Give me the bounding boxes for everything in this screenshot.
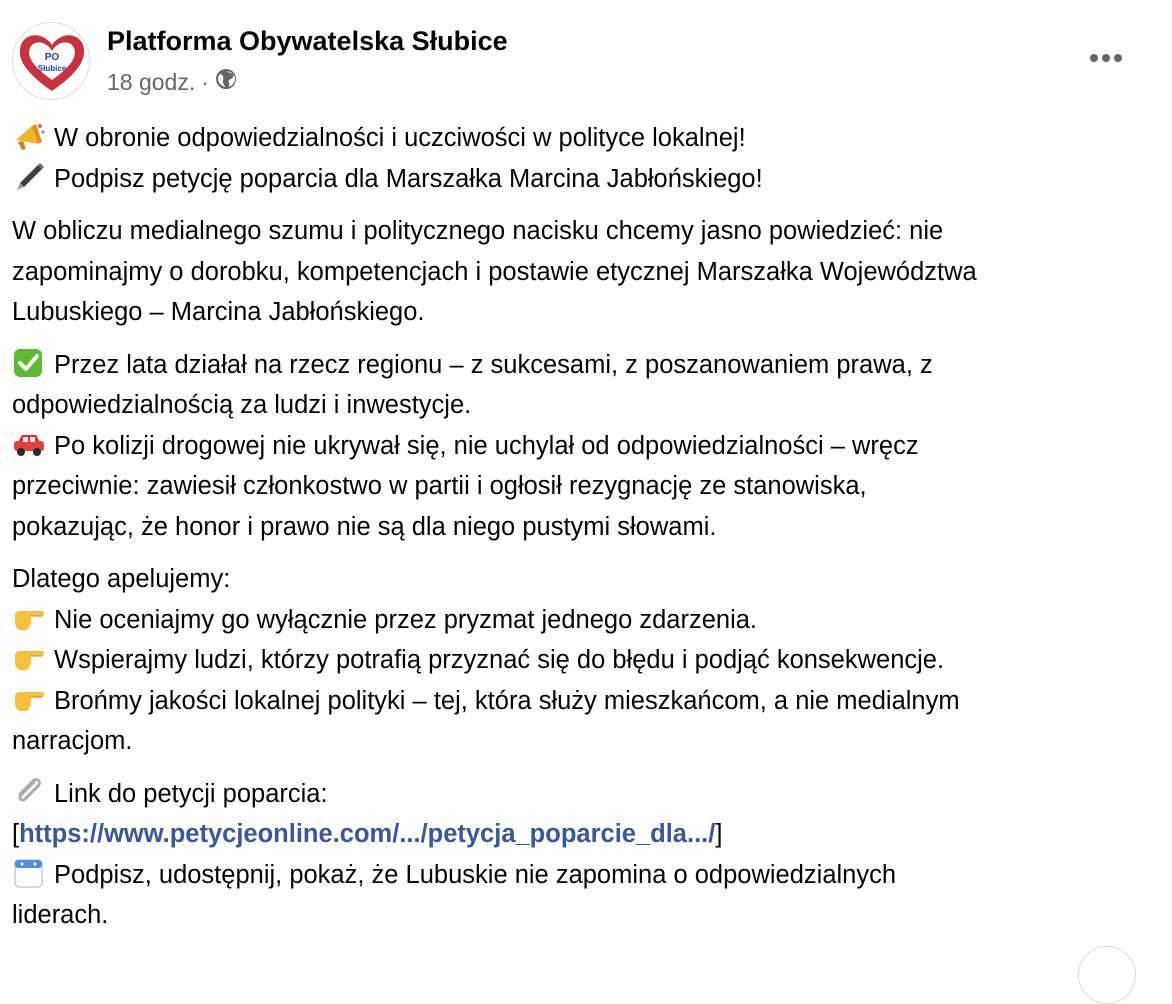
appeal-paragraph: [12, 559, 1162, 762]
avatar-text-bottom: Słubice: [37, 64, 67, 73]
main-paragraph: [12, 211, 1162, 333]
pointing-hand-icon: [12, 602, 46, 634]
pointing-hand-icon: [12, 642, 46, 674]
bottom-avatar-partial[interactable]: [1078, 946, 1136, 1004]
appeal-item: [12, 600, 1162, 641]
check-line-1: Przez lata działał na rzecz regionu – z sukcesami, z poszanowaniem prawa, z: [54, 350, 933, 379]
paragraph-line: zapominajmy o dorobku, kompetencjach i postawie etycznej Marszałka Województwa: [12, 257, 977, 286]
link-url-line: [12, 814, 1162, 855]
avatar-text-top: PO: [44, 52, 60, 63]
post-body: [12, 118, 1162, 948]
petition-link[interactable]: https://www.petycjeonline.com/.../petycja_poparcie_dla.../: [19, 820, 716, 848]
post-timestamp[interactable]: 18 godz.: [107, 68, 196, 95]
intro-paragraph: [12, 118, 1162, 199]
more-options-icon: [1088, 53, 1124, 63]
appeal-item-2: Wspierajmy ludzi, którzy potrafią przyznać się do błędu i podjąć konsekwencje.: [54, 646, 945, 674]
page-name-link[interactable]: Platforma Obywatelska Słubice: [107, 26, 508, 56]
post-header: [0, 0, 1172, 110]
cta-line-2: liderach.: [12, 901, 109, 929]
check-line-2: odpowiedzialnością za ludzi i inwestycje.: [12, 391, 472, 419]
pointing-hand-icon: [12, 683, 46, 715]
calendar-icon: [12, 857, 46, 889]
point-line: [12, 426, 1162, 467]
pen-icon: [12, 161, 46, 193]
megaphone-icon: [12, 120, 46, 152]
car-icon: [12, 428, 46, 460]
appeal-item-3-cont: narracjom.: [12, 727, 133, 755]
point-line: [12, 345, 1162, 386]
appeal-item: [12, 681, 1162, 722]
link-label: Link do petycji poparcia:: [54, 779, 328, 808]
paragraph-line: W obliczu medialnego szumu i politycznego nacisku chcemy jasno powiedzieć: nie: [12, 217, 944, 245]
link-paragraph: [12, 774, 1162, 936]
meta-separator: ·: [201, 68, 209, 95]
car-line-1: Po kolizji drogowej nie ukrywał się, nie uchylał od odpowiedzialności – wręcz: [54, 431, 919, 460]
bracket-open: [: [12, 820, 20, 848]
more-options-button[interactable]: [1086, 40, 1126, 76]
intro-line: [12, 118, 1162, 159]
page-avatar[interactable]: [12, 22, 90, 100]
link-label-line: [12, 774, 1162, 815]
check-mark-icon: [12, 347, 46, 379]
cta-line: [12, 855, 1162, 896]
points-paragraph: [12, 345, 1162, 548]
intro-line: [12, 159, 1162, 200]
car-line-3: pokazując, że honor i prawo nie są dla niego pustymi słowami.: [12, 512, 717, 541]
paragraph-line: Lubuskiego – Marcina Jabłońskiego.: [12, 298, 425, 326]
appeal-item-3: Brońmy jakości lokalnej polityki – tej, która służy mieszkańcom, a nie medialnym: [54, 686, 960, 715]
paperclip-icon: [12, 776, 46, 808]
appeal-item-1: Nie oceniajmy go wyłącznie przez pryzmat jednego zdarzenia.: [54, 605, 758, 634]
post-meta: [107, 66, 237, 98]
intro-text-2: Podpisz petycję poparcia dla Marszałka Marcina Jabłońskiego!: [54, 164, 763, 193]
globe-icon[interactable]: [215, 68, 237, 96]
cta-line-1: Podpisz, udostępnij, pokaż, że Lubuskie nie zapomina o odpowiedzialnych: [54, 860, 897, 889]
bracket-close: ]: [715, 820, 723, 848]
appeal-heading: Dlatego apelujemy:: [12, 565, 231, 593]
car-line-2: przeciwnie: zawiesił członkostwo w partii i ogłosił rezygnację ze stanowiska,: [12, 472, 867, 500]
appeal-item: [12, 640, 1162, 681]
intro-text-1: W obronie odpowiedzialności i uczciwości w polityce lokalnej!: [54, 124, 746, 152]
